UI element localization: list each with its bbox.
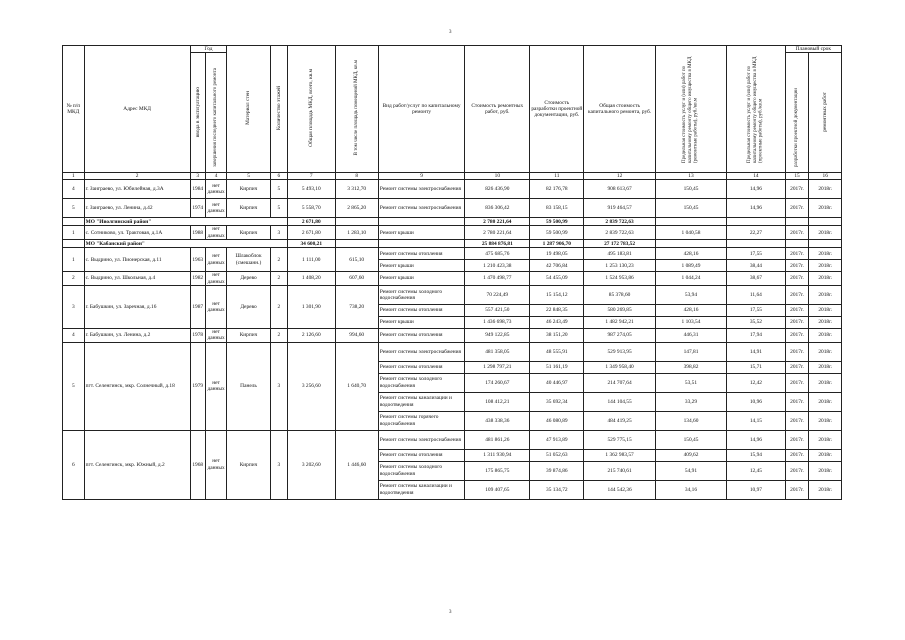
design-term-cell: 2017г.	[785, 342, 809, 361]
year-commission-cell: 1979	[190, 342, 205, 430]
repair-term-cell: 2018г.	[809, 342, 842, 361]
column-number: 16	[809, 173, 842, 180]
column-number: 1	[63, 173, 85, 180]
design-term-cell: 2017г.	[785, 180, 809, 199]
work-type-cell: Ремонт крыши	[378, 260, 465, 272]
year-commission-cell: 1974	[190, 199, 205, 218]
repair-cost-cell: 70 224,49	[465, 286, 530, 305]
year-repair-cell: нет данных	[205, 180, 227, 199]
work-type-cell: Ремонт системы холодного водоснабжения	[378, 373, 465, 392]
repair-term-cell: 2018г.	[809, 411, 842, 430]
page-number-top: 3	[449, 30, 452, 35]
design-cost-cell: 48 555,91	[530, 342, 584, 361]
wall-material-cell: Шлакоблок (смешанн.)	[227, 248, 270, 272]
document-table-container	[62, 45, 842, 500]
municipality-total-cost: 27 172 783,52	[584, 240, 655, 248]
table-row	[63, 430, 842, 449]
floors-cell: 2	[270, 248, 287, 272]
repair-cost-cell: 1 470 498,77	[465, 272, 530, 286]
design-cost-cell: 40 446,97	[530, 373, 584, 392]
total-cost-cell: 908 613,67	[584, 180, 655, 199]
premises-area-cell: 994,60	[335, 329, 378, 343]
limit-design-cell: 14,96	[727, 199, 785, 218]
design-cost-cell: 35 692,34	[530, 392, 584, 411]
design-cost-cell: 39 874,86	[530, 461, 584, 480]
limit-repair-cell: 409,62	[655, 449, 726, 461]
premises-area-cell: 738,20	[335, 286, 378, 329]
limit-design-cell: 35,52	[727, 317, 785, 329]
repair-cost-cell: 1 210 423,38	[465, 260, 530, 272]
table-row	[63, 286, 842, 305]
repair-term-cell: 2018г.	[809, 480, 842, 499]
year-commission-cell: 1982	[190, 272, 205, 286]
address-cell: г. Бабушкин, ул. Ленина, д.2	[84, 329, 190, 343]
row-number: 3	[63, 286, 85, 329]
total-cost-cell: 214 707,64	[584, 373, 655, 392]
address-cell: с. Сотниково, ул. Трактовая, д.1А	[84, 226, 190, 240]
repair-term-cell: 2018г.	[809, 180, 842, 199]
design-term-cell: 2017г.	[785, 449, 809, 461]
municipality-name: МО "Кабанский район"	[84, 240, 287, 248]
year-repair-cell: нет данных	[205, 199, 227, 218]
row-number: 6	[63, 430, 85, 499]
work-type-cell: Ремонт крыши	[378, 317, 465, 329]
column-number: 13	[655, 173, 726, 180]
limit-repair-cell: 53,94	[655, 286, 726, 305]
column-number: 3	[190, 173, 205, 180]
empty-cell	[655, 218, 726, 226]
limit-design-cell: 38,67	[727, 272, 785, 286]
limit-design-cell: 15,71	[727, 361, 785, 373]
total-cost-cell: 2 839 722,63	[584, 226, 655, 240]
total-cost-cell: 144 104,55	[584, 392, 655, 411]
header-year: Год	[190, 46, 227, 53]
repair-cost-cell: 174 260,67	[465, 373, 530, 392]
table-body	[63, 180, 842, 499]
empty-cell	[63, 218, 85, 226]
total-area-cell: 1 111,00	[287, 248, 335, 272]
repair-cost-cell: 1 436 698,73	[465, 317, 530, 329]
total-cost-cell: 529 913,95	[584, 342, 655, 361]
repair-term-cell: 2018г.	[809, 248, 842, 260]
design-cost-cell: 46 080,89	[530, 411, 584, 430]
floors-cell: 5	[270, 199, 287, 218]
wall-material-cell: Кирпич	[227, 430, 270, 499]
limit-design-cell: 12,42	[727, 373, 785, 392]
repair-term-cell: 2018г.	[809, 226, 842, 240]
total-area-cell: 2 671,80	[287, 226, 335, 240]
design-cost-cell: 51 161,19	[530, 361, 584, 373]
work-type-cell: Ремонт системы отопления	[378, 449, 465, 461]
repair-cost-cell: 2 780 221,64	[465, 226, 530, 240]
empty-cell	[809, 240, 842, 248]
work-type-cell: Ремонт системы электроснабжения	[378, 430, 465, 449]
column-number: 14	[727, 173, 785, 180]
column-number: 5	[227, 173, 270, 180]
limit-design-cell: 17,55	[727, 305, 785, 317]
limit-repair-cell: 446,31	[655, 329, 726, 343]
year-commission-cell: 1988	[190, 226, 205, 240]
repair-cost-cell: 481 861,26	[465, 430, 530, 449]
column-number: 7	[287, 173, 335, 180]
premises-area-cell: 1 283,10	[335, 226, 378, 240]
empty-cell	[63, 240, 85, 248]
wall-material-cell: Кирпич	[227, 329, 270, 343]
total-cost-cell: 495 183,81	[584, 248, 655, 260]
header-work-type: Вид работ/услуг по капитальному ремонту	[378, 46, 465, 173]
limit-design-cell: 11,64	[727, 286, 785, 305]
repair-term-cell: 2018г.	[809, 272, 842, 286]
repair-cost-cell: 557 421,50	[465, 305, 530, 317]
repair-cost-cell: 109 407,65	[465, 480, 530, 499]
column-number: 12	[584, 173, 655, 180]
header-limit-design: Предельная стоимость услуг и (или) работ по капитальному ремонту общего имущества в МКД (проектные работы), руб./кв.м	[727, 46, 785, 173]
table-row	[63, 199, 842, 218]
wall-material-cell: Кирпич	[227, 199, 270, 218]
municipality-design-cost: 59 500,99	[530, 218, 584, 226]
repair-term-cell: 2018г.	[809, 286, 842, 305]
repair-cost-cell: 949 122,85	[465, 329, 530, 343]
header-year-commission: ввода в эксплуатацию	[190, 53, 205, 173]
limit-repair-cell: 1 103,54	[655, 317, 726, 329]
work-type-cell: Ремонт системы отопления	[378, 248, 465, 260]
design-term-cell: 2017г.	[785, 286, 809, 305]
address-cell: г. Заиграево, ул. Юбилейная, д.3А	[84, 180, 190, 199]
repair-term-cell: 2018г.	[809, 317, 842, 329]
work-type-cell: Ремонт системы холодного водоснабжения	[378, 461, 465, 480]
design-term-cell: 2017г.	[785, 226, 809, 240]
total-cost-cell: 1 362 983,57	[584, 449, 655, 461]
column-number: 2	[84, 173, 190, 180]
table-row	[63, 248, 842, 260]
repair-cost-cell: 475 685,76	[465, 248, 530, 260]
design-term-cell: 2017г.	[785, 248, 809, 260]
empty-cell	[335, 240, 378, 248]
year-repair-cell: нет данных	[205, 430, 227, 499]
row-number: 4	[63, 329, 85, 343]
repair-cost-cell: 826 436,90	[465, 180, 530, 199]
municipality-total-row	[63, 218, 842, 226]
limit-design-cell: 12,45	[727, 461, 785, 480]
total-cost-cell: 215 740,61	[584, 461, 655, 480]
repair-term-cell: 2018г.	[809, 329, 842, 343]
column-number: 11	[530, 173, 584, 180]
limit-repair-cell: 150,45	[655, 180, 726, 199]
repair-cost-cell: 1 311 930,94	[465, 449, 530, 461]
limit-design-cell: 15,94	[727, 449, 785, 461]
total-cost-cell: 529 775,15	[584, 430, 655, 449]
header-repair-cost: Стоимость ремонтных работ, руб.	[465, 46, 530, 173]
total-area-cell: 5 493,10	[287, 180, 335, 199]
floors-cell: 3	[270, 342, 287, 430]
table-row	[63, 272, 842, 286]
header-design-cost: Стоимость разработки проектной документации, руб.	[530, 46, 584, 173]
total-area-cell: 3 202,60	[287, 430, 335, 499]
address-cell: с. Выдрино, ул. Школьная, д.4	[84, 272, 190, 286]
empty-cell	[809, 218, 842, 226]
design-cost-cell: 46 243,49	[530, 317, 584, 329]
wall-material-cell: Кирпич	[227, 180, 270, 199]
repair-cost-cell: 108 412,21	[465, 392, 530, 411]
year-commission-cell: 1987	[190, 286, 205, 329]
total-cost-cell: 1 524 953,86	[584, 272, 655, 286]
header-address: Адрес МКД	[84, 46, 190, 173]
design-term-cell: 2017г.	[785, 317, 809, 329]
design-cost-cell: 22 848,35	[530, 305, 584, 317]
wall-material-cell: Панель	[227, 342, 270, 430]
capital-repair-table	[62, 45, 842, 500]
design-term-cell: 2017г.	[785, 305, 809, 317]
header-num: № п/п МКД	[63, 46, 85, 173]
empty-cell	[727, 218, 785, 226]
repair-term-cell: 2018г.	[809, 373, 842, 392]
total-cost-cell: 987 274,05	[584, 329, 655, 343]
repair-cost-cell: 1 298 797,21	[465, 361, 530, 373]
total-cost-cell: 484 419,25	[584, 411, 655, 430]
repair-cost-cell: 438 338,36	[465, 411, 530, 430]
header-repair-term: ремонтных работ	[809, 53, 842, 173]
empty-cell	[727, 240, 785, 248]
municipality-name: МО "Иволгинский район"	[84, 218, 287, 226]
design-cost-cell: 15 154,12	[530, 286, 584, 305]
year-repair-cell: нет данных	[205, 248, 227, 272]
limit-repair-cell: 428,16	[655, 248, 726, 260]
wall-material-cell: Дерево	[227, 286, 270, 329]
limit-repair-cell: 53,51	[655, 373, 726, 392]
table-row	[63, 329, 842, 343]
limit-repair-cell: 1 044,24	[655, 272, 726, 286]
premises-area-cell: 1 640,70	[335, 342, 378, 430]
year-repair-cell: нет данных	[205, 272, 227, 286]
repair-term-cell: 2018г.	[809, 461, 842, 480]
design-term-cell: 2017г.	[785, 199, 809, 218]
design-cost-cell: 82 176,78	[530, 180, 584, 199]
limit-design-cell: 10,96	[727, 392, 785, 411]
design-cost-cell: 47 913,89	[530, 430, 584, 449]
design-cost-cell: 38 151,20	[530, 329, 584, 343]
repair-term-cell: 2018г.	[809, 305, 842, 317]
floors-cell: 3	[270, 430, 287, 499]
repair-cost-cell: 836 306,42	[465, 199, 530, 218]
header-year-last-repair: завершения последнего капитального ремонта	[205, 53, 227, 173]
municipality-repair-cost: 25 884 876,81	[465, 240, 530, 248]
design-term-cell: 2017г.	[785, 480, 809, 499]
year-commission-cell: 1984	[190, 180, 205, 199]
municipality-area: 2 671,80	[287, 218, 335, 226]
table-row	[63, 180, 842, 199]
work-type-cell: Ремонт системы отопления	[378, 305, 465, 317]
address-cell: г. Бабушкин, ул. Заречная, д.16	[84, 286, 190, 329]
year-repair-cell: нет данных	[205, 342, 227, 430]
total-area-cell: 1 408,20	[287, 272, 335, 286]
design-cost-cell: 42 706,84	[530, 260, 584, 272]
limit-repair-cell: 54,91	[655, 461, 726, 480]
work-type-cell: Ремонт системы отопления	[378, 361, 465, 373]
work-type-cell: Ремонт системы горячего водоснабжения	[378, 411, 465, 430]
limit-design-cell: 22,27	[727, 226, 785, 240]
design-cost-cell: 83 158,15	[530, 199, 584, 218]
address-cell: с. Выдрино, ул. Пионерская, д.11	[84, 248, 190, 272]
column-number: 9	[378, 173, 465, 180]
year-commission-cell: 1978	[190, 329, 205, 343]
design-cost-cell: 35 134,72	[530, 480, 584, 499]
limit-design-cell: 14,96	[727, 430, 785, 449]
table-row	[63, 226, 842, 240]
limit-repair-cell: 134,60	[655, 411, 726, 430]
limit-repair-cell: 150,45	[655, 430, 726, 449]
limit-design-cell: 17,55	[727, 248, 785, 260]
limit-repair-cell: 428,16	[655, 305, 726, 317]
municipality-total-row	[63, 240, 842, 248]
year-repair-cell: нет данных	[205, 329, 227, 343]
limit-design-cell: 38,44	[727, 260, 785, 272]
floors-cell: 2	[270, 272, 287, 286]
design-cost-cell: 51 052,63	[530, 449, 584, 461]
year-commission-cell: 1968	[190, 430, 205, 499]
work-type-cell: Ремонт системы отопления	[378, 329, 465, 343]
premises-area-cell: 1 446,60	[335, 430, 378, 499]
limit-repair-cell: 150,45	[655, 199, 726, 218]
work-type-cell: Ремонт системы электроснабжения	[378, 199, 465, 218]
empty-cell	[785, 218, 809, 226]
total-cost-cell: 1 253 130,23	[584, 260, 655, 272]
repair-term-cell: 2018г.	[809, 449, 842, 461]
repair-term-cell: 2018г.	[809, 361, 842, 373]
repair-term-cell: 2018г.	[809, 199, 842, 218]
empty-cell	[655, 240, 726, 248]
floors-cell: 2	[270, 286, 287, 329]
floors-cell: 3	[270, 226, 287, 240]
design-term-cell: 2017г.	[785, 272, 809, 286]
address-cell: г. Заиграево, ул. Ленина, д.42	[84, 199, 190, 218]
repair-cost-cell: 175 865,75	[465, 461, 530, 480]
work-type-cell: Ремонт системы электроснабжения	[378, 180, 465, 199]
design-term-cell: 2017г.	[785, 361, 809, 373]
row-number: 2	[63, 272, 85, 286]
page-number-bottom: 3	[449, 610, 452, 615]
design-term-cell: 2017г.	[785, 260, 809, 272]
row-number: 5	[63, 199, 85, 218]
work-type-cell: Ремонт системы канализации и водоотведения	[378, 392, 465, 411]
address-cell: пгт. Селенгинск, мкр. Южный, д.2	[84, 430, 190, 499]
empty-cell	[335, 218, 378, 226]
total-area-cell: 5 558,70	[287, 199, 335, 218]
limit-repair-cell: 33,29	[655, 392, 726, 411]
work-type-cell: Ремонт крыши	[378, 272, 465, 286]
column-number: 15	[785, 173, 809, 180]
design-term-cell: 2017г.	[785, 329, 809, 343]
limit-design-cell: 14,91	[727, 342, 785, 361]
design-cost-cell: 54 455,09	[530, 272, 584, 286]
header-premises-area: В том числе площадь помещений МКД, кв.м	[335, 46, 378, 173]
limit-design-cell: 14,15	[727, 411, 785, 430]
total-cost-cell: 144 542,36	[584, 480, 655, 499]
premises-area-cell: 2 865,20	[335, 199, 378, 218]
total-area-cell: 2 126,60	[287, 329, 335, 343]
work-type-cell: Ремонт системы канализации и водоотведения	[378, 480, 465, 499]
limit-repair-cell: 398,82	[655, 361, 726, 373]
table-row	[63, 342, 842, 361]
repair-term-cell: 2018г.	[809, 430, 842, 449]
repair-term-cell: 2018г.	[809, 392, 842, 411]
empty-cell	[378, 218, 465, 226]
premises-area-cell: 615,10	[335, 248, 378, 272]
header-design-term: разработки проектной документации	[785, 53, 809, 173]
header-total-cost: Общая стоимость капитального ремонта, руб.	[584, 46, 655, 173]
municipality-area: 34 600,21	[287, 240, 335, 248]
repair-cost-cell: 481 358,05	[465, 342, 530, 361]
limit-repair-cell: 1 040,58	[655, 226, 726, 240]
design-term-cell: 2017г.	[785, 430, 809, 449]
column-number-row	[63, 173, 842, 180]
column-number: 8	[335, 173, 378, 180]
total-cost-cell: 580 269,85	[584, 305, 655, 317]
row-number: 5	[63, 342, 85, 430]
address-cell: пгт. Селенгинск, мкр. Солнечный, д.18	[84, 342, 190, 430]
header-plan-term: Плановый срок	[785, 46, 841, 53]
municipality-design-cost: 1 287 906,70	[530, 240, 584, 248]
design-cost-cell: 59 500,99	[530, 226, 584, 240]
premises-area-cell: 3 312,70	[335, 180, 378, 199]
design-term-cell: 2017г.	[785, 392, 809, 411]
work-type-cell: Ремонт системы холодного водоснабжения	[378, 286, 465, 305]
limit-design-cell: 10,97	[727, 480, 785, 499]
year-commission-cell: 1963	[190, 248, 205, 272]
work-type-cell: Ремонт системы электроснабжения	[378, 342, 465, 361]
limit-design-cell: 17,94	[727, 329, 785, 343]
wall-material-cell: Кирпич	[227, 226, 270, 240]
year-repair-cell: нет данных	[205, 286, 227, 329]
header-limit-repair: Предельная стоимость услуг и (или) работ по капитальному ремонту общего имущества в МКД (ремонтные работы), руб./кв.м	[655, 46, 726, 173]
total-area-cell: 3 256,60	[287, 342, 335, 430]
column-number: 6	[270, 173, 287, 180]
premises-area-cell: 607,60	[335, 272, 378, 286]
limit-design-cell: 14,96	[727, 180, 785, 199]
column-number: 4	[205, 173, 227, 180]
total-cost-cell: 919 464,57	[584, 199, 655, 218]
wall-material-cell: Дерево	[227, 272, 270, 286]
design-term-cell: 2017г.	[785, 461, 809, 480]
municipality-repair-cost: 2 780 221,64	[465, 218, 530, 226]
empty-cell	[378, 240, 465, 248]
floors-cell: 5	[270, 180, 287, 199]
municipality-total-cost: 2 839 722,63	[584, 218, 655, 226]
header-wall-material: Материал стен	[227, 46, 270, 173]
header-total-area: Общая площадь МКД, всего, кв.м	[287, 46, 335, 173]
work-type-cell: Ремонт крыши	[378, 226, 465, 240]
limit-repair-cell: 34,16	[655, 480, 726, 499]
total-cost-cell: 1 349 958,40	[584, 361, 655, 373]
design-term-cell: 2017г.	[785, 373, 809, 392]
empty-cell	[785, 240, 809, 248]
design-cost-cell: 19 498,05	[530, 248, 584, 260]
header-floors: Количество этажей	[270, 46, 287, 173]
year-repair-cell: нет данных	[205, 226, 227, 240]
row-number: 4	[63, 180, 85, 199]
row-number: 1	[63, 226, 85, 240]
total-area-cell: 1 301,90	[287, 286, 335, 329]
row-number: 1	[63, 248, 85, 272]
floors-cell: 2	[270, 329, 287, 343]
limit-repair-cell: 147,81	[655, 342, 726, 361]
total-cost-cell: 85 378,60	[584, 286, 655, 305]
limit-repair-cell: 1 089,49	[655, 260, 726, 272]
column-number: 10	[465, 173, 530, 180]
total-cost-cell: 1 482 942,21	[584, 317, 655, 329]
repair-term-cell: 2018г.	[809, 260, 842, 272]
design-term-cell: 2017г.	[785, 411, 809, 430]
